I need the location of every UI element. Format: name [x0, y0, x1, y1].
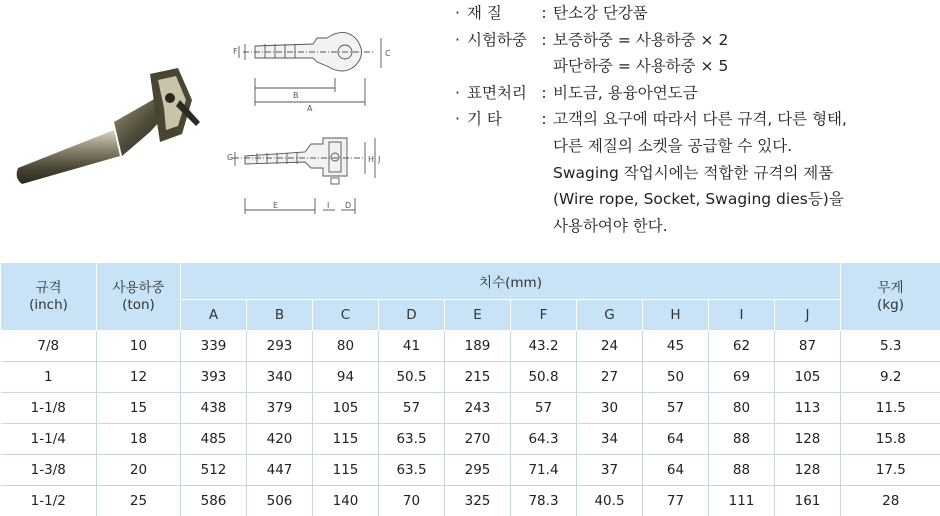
table-cell: 506	[247, 486, 313, 516]
dim-column-header: H	[643, 300, 709, 331]
size-header-line1: 규격	[35, 280, 61, 296]
label-d: D	[345, 201, 351, 210]
table-cell: 1-1/8	[1, 393, 97, 424]
dimension-drawings	[205, 18, 435, 223]
size-header-line2: (inch)	[29, 297, 68, 313]
material-value: 탄소강 단강품	[553, 0, 940, 27]
dim-column-header: A	[181, 300, 247, 331]
table-cell: 24	[577, 331, 643, 362]
label-b: B	[293, 91, 299, 100]
weight-header	[841, 263, 940, 331]
table-cell: 293	[247, 331, 313, 362]
table-cell: 105	[313, 393, 379, 424]
label-g: G	[227, 153, 233, 162]
table-cell: 270	[445, 424, 511, 455]
table-cell: 15	[97, 393, 181, 424]
table-cell: 71.4	[511, 455, 577, 486]
table-cell: 34	[577, 424, 643, 455]
table-row	[1, 331, 940, 362]
weight-header-line2: (kg)	[877, 297, 904, 313]
table-cell: 18	[97, 424, 181, 455]
table-cell: 94	[313, 362, 379, 393]
dim-column-header: B	[247, 300, 313, 331]
table-cell: 25	[97, 486, 181, 516]
table-cell: 63.5	[379, 424, 445, 455]
specification-block	[455, 0, 940, 239]
table-cell: 393	[181, 362, 247, 393]
table-cell: 80	[313, 331, 379, 362]
other-value-2: 다른 제질의 소켓을 공급할 수 있다.	[455, 133, 940, 160]
size-header	[1, 263, 97, 331]
other-value-4: (Wire rope, Socket, Swaging dies등)을	[455, 186, 940, 213]
table-cell: 420	[247, 424, 313, 455]
table-cell: 10	[97, 331, 181, 362]
load-header	[97, 263, 181, 331]
table-cell: 161	[775, 486, 841, 516]
table-cell: 12	[97, 362, 181, 393]
table-cell: 41	[379, 331, 445, 362]
load-header-line2: (ton)	[122, 297, 155, 313]
table-cell: 438	[181, 393, 247, 424]
other-value-3: Swaging 작업시에는 적합한 규격의 제품	[455, 160, 940, 187]
table-cell: 105	[775, 362, 841, 393]
dim-column-header: J	[775, 300, 841, 331]
table-cell: 113	[775, 393, 841, 424]
label-a: A	[307, 104, 313, 113]
table-cell: 50.5	[379, 362, 445, 393]
table-cell: 325	[445, 486, 511, 516]
table-cell: 43.2	[511, 331, 577, 362]
table-cell: 88	[709, 455, 775, 486]
surface-label: 표면처리	[467, 80, 535, 107]
table-cell: 340	[247, 362, 313, 393]
table-cell: 215	[445, 362, 511, 393]
dimension-table	[0, 262, 940, 516]
weight-header-line1: 무게	[877, 280, 903, 296]
dim-column-header: G	[577, 300, 643, 331]
table-cell: 57	[643, 393, 709, 424]
spec-surface: · 표면처리 : 비도금, 용융아연도금	[455, 80, 940, 107]
table-cell: 37	[577, 455, 643, 486]
table-cell: 115	[313, 455, 379, 486]
table-row	[1, 362, 940, 393]
table-cell: 45	[643, 331, 709, 362]
table-cell: 62	[709, 331, 775, 362]
table-cell: 50.8	[511, 362, 577, 393]
dim-column-header: I	[709, 300, 775, 331]
table-cell: 512	[181, 455, 247, 486]
table-cell: 87	[775, 331, 841, 362]
surface-value: 비도금, 용융아연도금	[553, 80, 940, 107]
table-cell: 379	[247, 393, 313, 424]
spec-material: · 재 질 : 탄소강 단강품	[455, 0, 940, 27]
table-row	[1, 424, 940, 455]
table-cell: 80	[709, 393, 775, 424]
table-cell: 1-3/8	[1, 455, 97, 486]
table-cell: 140	[313, 486, 379, 516]
table-cell: 1-1/4	[1, 424, 97, 455]
test-value-2: 파단하중 = 사용하중 × 5	[455, 53, 940, 80]
table-cell: 243	[445, 393, 511, 424]
table-row	[1, 455, 940, 486]
table-cell: 64.3	[511, 424, 577, 455]
table-cell: 115	[313, 424, 379, 455]
table-cell: 30	[577, 393, 643, 424]
table-row	[1, 393, 940, 424]
table-cell: 78.3	[511, 486, 577, 516]
test-label: 시험하중	[467, 27, 535, 54]
material-label: 재 질	[467, 0, 535, 27]
spec-test-load: · 시험하중 : 보증하중 = 사용하중 × 2	[455, 27, 940, 54]
dimension-table-wrapper	[0, 262, 940, 516]
table-cell: 28	[841, 486, 940, 516]
label-c: C	[385, 49, 391, 58]
dims-header: 치수(mm)	[181, 263, 841, 300]
table-cell: 11.5	[841, 393, 940, 424]
table-cell: 189	[445, 331, 511, 362]
table-cell: 40.5	[577, 486, 643, 516]
table-cell: 77	[643, 486, 709, 516]
table-cell: 339	[181, 331, 247, 362]
table-cell: 485	[181, 424, 247, 455]
label-e: E	[273, 201, 278, 210]
table-cell: 70	[379, 486, 445, 516]
table-cell: 447	[247, 455, 313, 486]
table-cell: 57	[379, 393, 445, 424]
table-cell: 64	[643, 455, 709, 486]
table-cell: 128	[775, 424, 841, 455]
dim-column-header: D	[379, 300, 445, 331]
table-cell: 63.5	[379, 455, 445, 486]
label-f: F	[233, 47, 238, 56]
table-cell: 17.5	[841, 455, 940, 486]
spec-other: · 기 타 : 고객의 요구에 따라서 다른 규격, 다른 형태,	[455, 106, 940, 133]
table-cell: 295	[445, 455, 511, 486]
table-cell: 586	[181, 486, 247, 516]
dim-column-header: F	[511, 300, 577, 331]
table-row	[1, 486, 940, 516]
other-value-1: 고객의 요구에 따라서 다른 규격, 다른 형태,	[553, 106, 940, 133]
table-cell: 1-1/2	[1, 486, 97, 516]
table-cell: 1	[1, 362, 97, 393]
label-i: I	[327, 201, 329, 210]
load-header-line1: 사용하중	[112, 280, 164, 296]
table-cell: 50	[643, 362, 709, 393]
table-cell: 111	[709, 486, 775, 516]
other-value-5: 사용하여야 한다.	[455, 213, 940, 240]
table-cell: 64	[643, 424, 709, 455]
label-j: J	[377, 155, 380, 164]
table-cell: 5.3	[841, 331, 940, 362]
product-photo	[10, 60, 220, 210]
table-cell: 7/8	[1, 331, 97, 362]
table-cell: 57	[511, 393, 577, 424]
test-value-1: 보증하중 = 사용하중 × 2	[553, 27, 940, 54]
table-cell: 9.2	[841, 362, 940, 393]
table-cell: 88	[709, 424, 775, 455]
table-cell: 27	[577, 362, 643, 393]
table-cell: 20	[97, 455, 181, 486]
label-h: H	[368, 155, 374, 164]
table-cell: 15.8	[841, 424, 940, 455]
table-cell: 69	[709, 362, 775, 393]
table-cell: 128	[775, 455, 841, 486]
dim-column-header: E	[445, 300, 511, 331]
other-label: 기 타	[467, 106, 535, 133]
table-body	[1, 331, 940, 516]
dim-column-header: C	[313, 300, 379, 331]
